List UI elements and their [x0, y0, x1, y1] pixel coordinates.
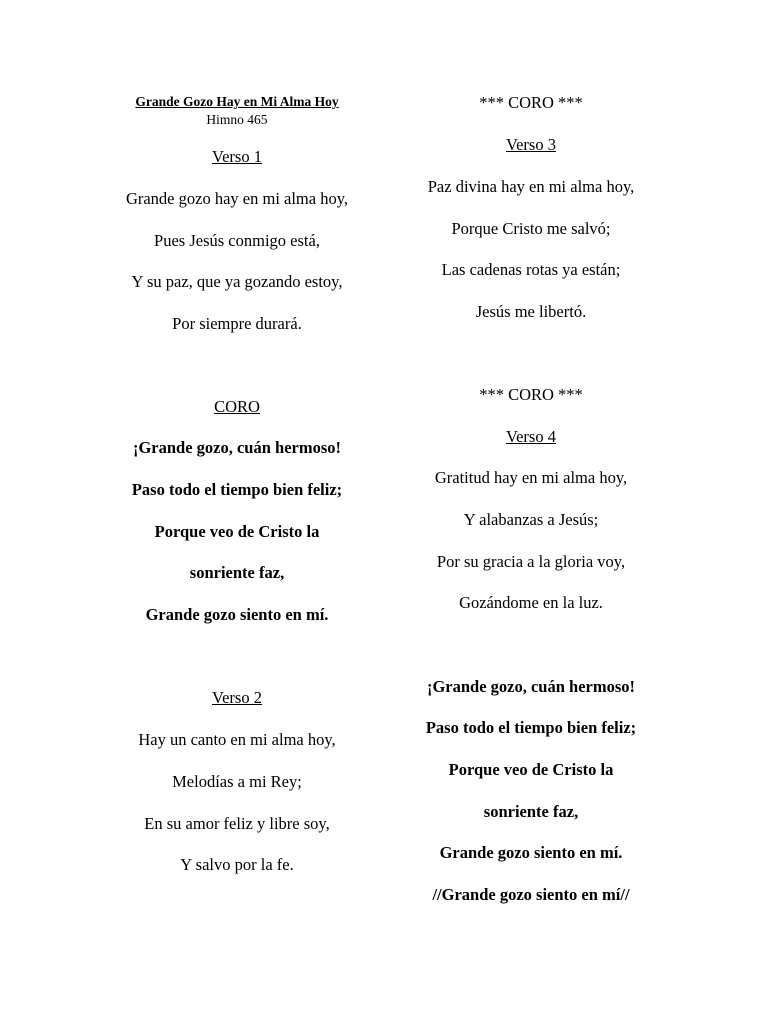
hymn-number: Himno 465 [206, 112, 268, 127]
chorus-line: ¡Grande gozo, cuán hermoso! [132, 438, 342, 457]
verse-1-line: Grande gozo hay en mi alma hoy, [125, 189, 349, 208]
verse-4-heading: Verso 4 [506, 427, 556, 446]
chorus-line: Paso todo el tiempo bien feliz; [131, 480, 343, 499]
verse-4-line: Por su gracia a la gloria voy, [436, 552, 626, 571]
final-chorus-line: Grande gozo siento en mí. [439, 843, 623, 862]
verse-4-line: Y alabanzas a Jesús; [463, 510, 599, 529]
verse-1-line: Y su paz, que ya gozando estoy, [131, 272, 343, 291]
chorus-marker: *** CORO *** [479, 385, 583, 404]
verse-3-line: Porque Cristo me salvó; [451, 219, 611, 238]
verse-1-line: Pues Jesús conmigo está, [154, 231, 320, 250]
final-chorus-line: Paso todo el tiempo bien feliz; [425, 718, 637, 737]
final-chorus-line: sonriente faz, [483, 802, 579, 821]
verse-4-line: Gozándome en la luz. [459, 593, 603, 612]
chorus-line: Grande gozo siento en mí. [145, 605, 329, 624]
verse-2-line: Y salvo por la fe. [180, 855, 294, 874]
chorus-marker: *** CORO *** [479, 93, 583, 112]
chorus-line: sonriente faz, [189, 563, 285, 582]
verse-2-line: Hay un canto en mi alma hoy, [138, 730, 336, 749]
verse-2-line: Melodías a mi Rey; [172, 772, 302, 791]
verse-3-heading: Verso 3 [506, 135, 556, 154]
hymn-title: Grande Gozo Hay en Mi Alma Hoy [135, 94, 339, 109]
verse-3-line: Paz divina hay en mi alma hoy, [427, 177, 635, 196]
verse-2-line: En su amor feliz y libre soy, [144, 814, 330, 833]
final-chorus-line: Porque veo de Cristo la [448, 760, 614, 779]
final-chorus-line: //Grande gozo siento en mí// [432, 885, 630, 904]
verse-1-line: Por siempre durará. [172, 314, 302, 333]
verse-3-line: Las cadenas rotas ya están; [441, 260, 621, 279]
chorus-heading: CORO [214, 397, 260, 416]
verse-4-line: Gratitud hay en mi alma hoy, [434, 468, 628, 487]
verse-1-heading: Verso 1 [212, 147, 262, 166]
verse-3-line: Jesús me libertó. [475, 302, 587, 321]
final-chorus-line: ¡Grande gozo, cuán hermoso! [426, 677, 636, 696]
chorus-line: Porque veo de Cristo la [154, 522, 320, 541]
verse-2-heading: Verso 2 [212, 688, 262, 707]
